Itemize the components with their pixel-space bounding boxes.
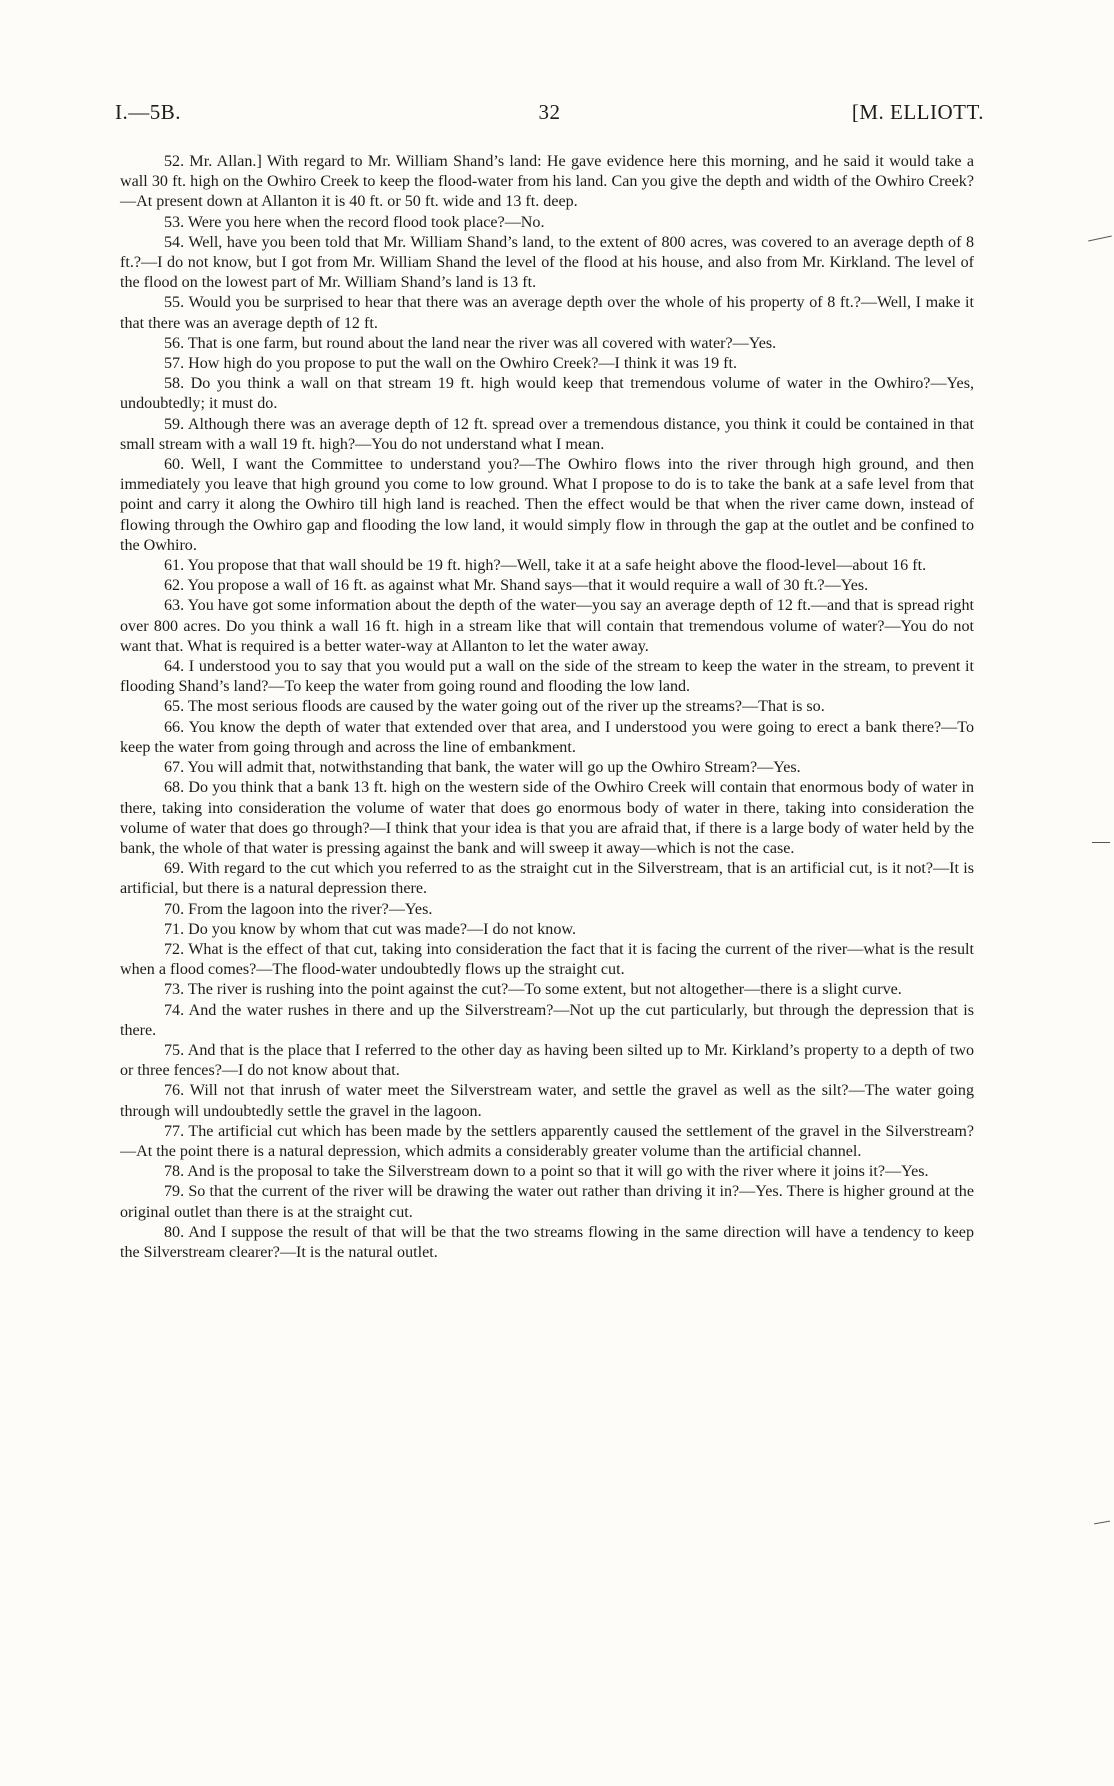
question-answer-paragraph: 66. You know the depth of water that extended over that area, and I understood you were going to erect a bank there?—To keep the water from going through and across the line of embankment. xyxy=(120,718,974,756)
question-answer-paragraph: 77. The artificial cut which has been made by the settlers apparently caused the settlement of the gravel in the Silverstream?—At the point there is a natural depression, which admits a considerably greater volume than the artificial channel. xyxy=(120,1122,974,1160)
question-answer-paragraph: 75. And that is the place that I referred to the other day as having been silted up to Mr. Kirkland’s property to a depth of two or three fences?—I do not know about that. xyxy=(120,1041,974,1080)
paper-reference: I.—5B. xyxy=(115,100,181,124)
question-answer-paragraph: 78. And is the proposal to take the Silverstream down to a point so that it will go with the river where it joins it?—Yes. xyxy=(164,1163,929,1181)
testimony-body xyxy=(120,152,974,1263)
question-answer-paragraph: 68. Do you think that a bank 13 ft. high on the western side of the Owhiro Creek will contain that enormous body of water in there, taking into consideration the volume of water that does go enormous body of water in there, taking into consideration the volume of water that does go through?—I think that your idea is that you are afraid that, if there is a large body of water held by the bank, the whole of that water is pressing against the bank and will sweep it away—which is not the case. xyxy=(120,779,974,857)
margin-mark xyxy=(1088,236,1112,242)
question-answer-paragraph: 80. And I suppose the result of that will be that the two streams flowing in the same direction will have a tendency to keep the Silverstream clearer?—It is the natural outlet. xyxy=(120,1223,974,1261)
question-answer-paragraph: 72. What is the effect of that cut, taking into consideration the fact that it is facing the current of the river—what is the result when a flood comes?—The flood-water undoubtedly flows up the straight cut. xyxy=(120,940,974,979)
question-answer-paragraph: 71. Do you know by whom that cut was made?—I do not know. xyxy=(164,920,576,938)
margin-mark xyxy=(1092,842,1110,843)
question-answer-paragraph: 59. Although there was an average depth of 12 ft. spread over a tremendous distance, you think it could be contained in that small stream with a wall 19 ft. high?—You do not understand what I mean. xyxy=(120,415,974,453)
question-answer-paragraph: 74. And the water rushes in there and up the Silverstream?—Not up the cut particularly, but through the depression that is there. xyxy=(120,1001,974,1039)
question-answer-paragraph: 58. Do you think a wall on that stream 19 ft. high would keep that tremendous volume of water in the Owhiro?—Yes, undoubtedly; it must do. xyxy=(120,375,974,413)
question-answer-paragraph: 57. How high do you propose to put the wall on the Owhiro Creek?—I think it was 19 ft. xyxy=(164,355,738,373)
margin-mark xyxy=(1094,1521,1110,1525)
page-number: 32 xyxy=(538,100,561,124)
question-answer-paragraph: 62. You propose a wall of 16 ft. as against what Mr. Shand says—that it would require a wall of 30 ft.?—Yes. xyxy=(164,577,869,595)
page-header xyxy=(115,100,984,130)
question-answer-paragraph: 65. The most serious floods are caused by the water going out of the river up the streams?—That is so. xyxy=(164,698,825,716)
question-answer-paragraph: 73. The river is rushing into the point against the cut?—To some extent, but not altogether—there is a slight curve. xyxy=(164,981,902,999)
question-answer-paragraph: 64. I understood you to say that you would put a wall on the side of the stream to keep the water in the stream, to prevent it flooding Shand’s land?—To keep the water from going round and flooding the low land. xyxy=(120,658,974,696)
question-answer-paragraph: 56. That is one farm, but round about the land near the river was all covered with water?—Yes. xyxy=(164,334,777,352)
question-answer-paragraph: 60. Well, I want the Committee to understand you?—The Owhiro flows into the river through high ground, and then immediately you leave that high ground you come to low ground. What I propose to do is to take the bank at a safe level from that point and carry it along the Owhiro till high land is reached. Then the effect would be that when the river came down, instead of flowing through the Owhiro gap and flooding the low land, it would simply flow in through the gap at the outlet and be confined to the Owhiro. xyxy=(120,456,974,554)
question-answer-paragraph: 52. Mr. Allan.] With regard to Mr. William Shand’s land: He gave evidence here this morning, and he said it would take a wall 30 ft. high on the Owhiro Creek to keep the flood-water from his land. Can you give the depth and width of the Owhiro Creek?—At present down at Allanton it is 40 ft. or 50 ft. wide and 13 ft. deep. xyxy=(120,153,974,211)
question-answer-paragraph: 76. Will not that inrush of water meet the Silverstream water, and settle the gravel as well as the silt?—The water going through will undoubtedly settle the gravel in the lagoon. xyxy=(120,1082,974,1120)
witness-name: [M. ELLIOTT. xyxy=(851,100,984,124)
question-answer-paragraph: 61. You propose that that wall should be 19 ft. high?—Well, take it at a safe height above the flood-level—about 16 ft. xyxy=(164,557,927,575)
question-answer-paragraph: 69. With regard to the cut which you referred to as the straight cut in the Silverstream, that is an artificial cut, is it not?—It is artificial, but there is a natural depression there. xyxy=(120,860,974,898)
question-answer-paragraph: 70. From the lagoon into the river?—Yes. xyxy=(164,900,433,918)
question-answer-paragraph: 63. You have got some information about the depth of the water—you say an average depth of 12 ft.—and that is spread right over 800 acres. Do you think a wall 16 ft. high in a stream like that will contain that tremendous volume of water?—You do not want that. What is required is a better water-way at Allanton to let the water away. xyxy=(120,597,974,655)
question-answer-paragraph: 55. Would you be surprised to hear that there was an average depth over the whole of his property of 8 ft.?—Well, I make it that there was an average depth of 12 ft. xyxy=(120,294,974,332)
question-answer-paragraph: 54. Well, have you been told that Mr. William Shand’s land, to the extent of 800 acres, was covered to an average depth of 8 ft.?—I do not know, but I got from Mr. William Shand the level of the flood at his house, and also from Mr. Kirkland. The level of the flood on the lowest part of Mr. William Shand’s land is 13 ft. xyxy=(120,233,974,292)
question-answer-paragraph: 67. You will admit that, notwithstanding that bank, the water will go up the Owhiro Stream?—Yes. xyxy=(164,759,801,777)
question-answer-paragraph: 53. Were you here when the record flood took place?—No. xyxy=(164,213,545,231)
question-answer-paragraph: 79. So that the current of the river will be drawing the water out rather than driving it in?—Yes. There is higher ground at the original outlet than there is at the straight cut. xyxy=(120,1183,974,1221)
